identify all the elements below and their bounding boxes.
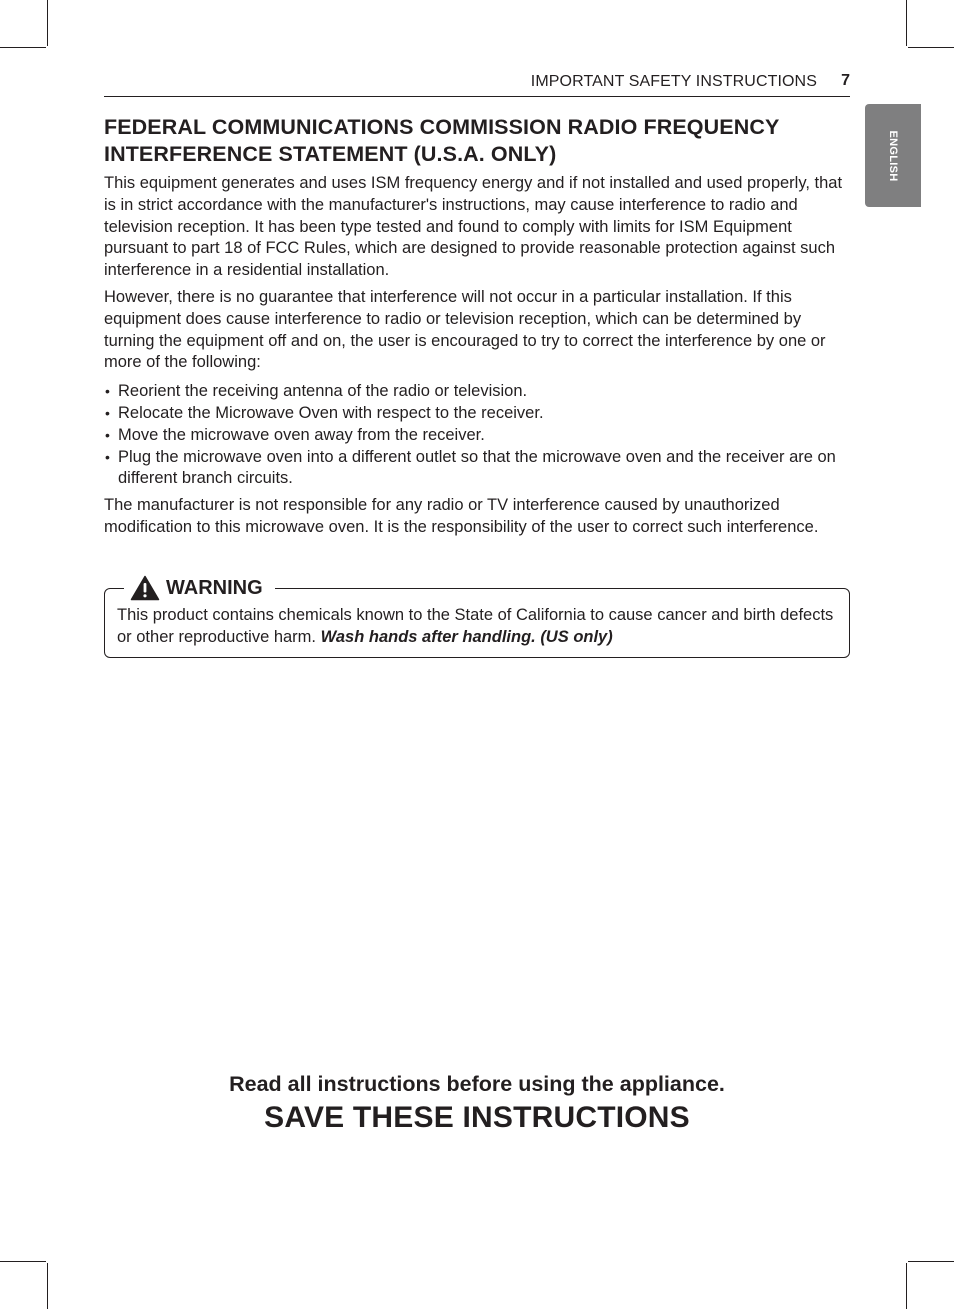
fcc-heading-line1: FEDERAL COMMUNICATIONS COMMISSION RADIO FREQUENCY [104, 115, 780, 139]
list-item-text: Reorient the receiving antenna of the radio or television. [118, 382, 528, 401]
warning-emphasis: Wash hands after handling. (US only) [320, 628, 613, 646]
list-item [104, 381, 854, 403]
crop-mark-bottom-left-v [47, 1263, 48, 1309]
fcc-paragraph-2: However, there is no guarantee that interference will not occur in a particular installation. If this equipment does cause interference to radio or television reception, which can be determined by turning the equipment off and on, the user is encouraged to try to correct the interference by one or more of the following: [104, 287, 826, 372]
crop-mark-bottom-left-h [0, 1261, 46, 1262]
list-item [104, 425, 854, 447]
list-item-text: Move the microwave oven away from the receiver. [118, 425, 485, 444]
warning-title: WARNING [166, 576, 263, 599]
save-instructions-title: SAVE THESE INSTRUCTIONS [264, 1101, 690, 1134]
fcc-paragraph-3: The manufacturer is not responsible for any radio or TV interference caused by unauthorized modification to this microwave oven. It is the responsibility of the user to correct such interference. [104, 496, 819, 536]
bullet-glyph: • [105, 404, 110, 421]
fcc-section [104, 114, 854, 539]
crop-mark-top-right-v [906, 0, 907, 46]
crop-mark-bottom-right-v [906, 1263, 907, 1309]
read-instructions-line: Read all instructions before using the appliance. [229, 1072, 725, 1096]
warning-body: This product contains chemicals known to the State of California to cause cancer and birth defects or other reproductive harm. [117, 606, 834, 646]
fcc-heading [104, 114, 854, 168]
crop-mark-top-left-v [47, 0, 48, 46]
language-tab-label: ENGLISH [887, 130, 899, 182]
crop-mark-bottom-right-h [908, 1261, 954, 1262]
warning-triangle-icon [130, 575, 160, 601]
crop-mark-top-right-h [908, 47, 954, 48]
crop-mark-top-left-h [0, 47, 46, 48]
warning-header [124, 574, 275, 602]
fcc-paragraph-1: This equipment generates and uses ISM frequency energy and if not installed and used properly, that is in strict accordance with the manufacturer's instructions, may cause interference to radio and television reception. It has been type tested and found to comply with limits for ISM Equipment pursuant to part 18 of FCC Rules, which are designed to provide reasonable protection against such interference in a residential installation. [104, 174, 843, 280]
bullet-glyph: • [105, 448, 110, 465]
list-item [104, 447, 854, 491]
bullet-glyph: • [105, 383, 110, 400]
page-header [104, 72, 850, 97]
warning-text [117, 604, 837, 648]
list-item-text: Relocate the Microwave Oven with respect to the receiver. [118, 403, 544, 422]
language-tab [865, 104, 921, 207]
list-item [104, 403, 854, 425]
bullet-glyph: • [105, 426, 110, 443]
page-number: 7 [841, 72, 850, 89]
section-title: IMPORTANT SAFETY INSTRUCTIONS [530, 73, 817, 90]
list-item-text: Plug the microwave oven into a different outlet so that the microwave oven and the receiver are on different branch circuits. [118, 447, 836, 488]
fcc-bullet-list [104, 381, 854, 490]
fcc-heading-line2: INTERFERENCE STATEMENT (U.S.A. ONLY) [104, 142, 557, 166]
